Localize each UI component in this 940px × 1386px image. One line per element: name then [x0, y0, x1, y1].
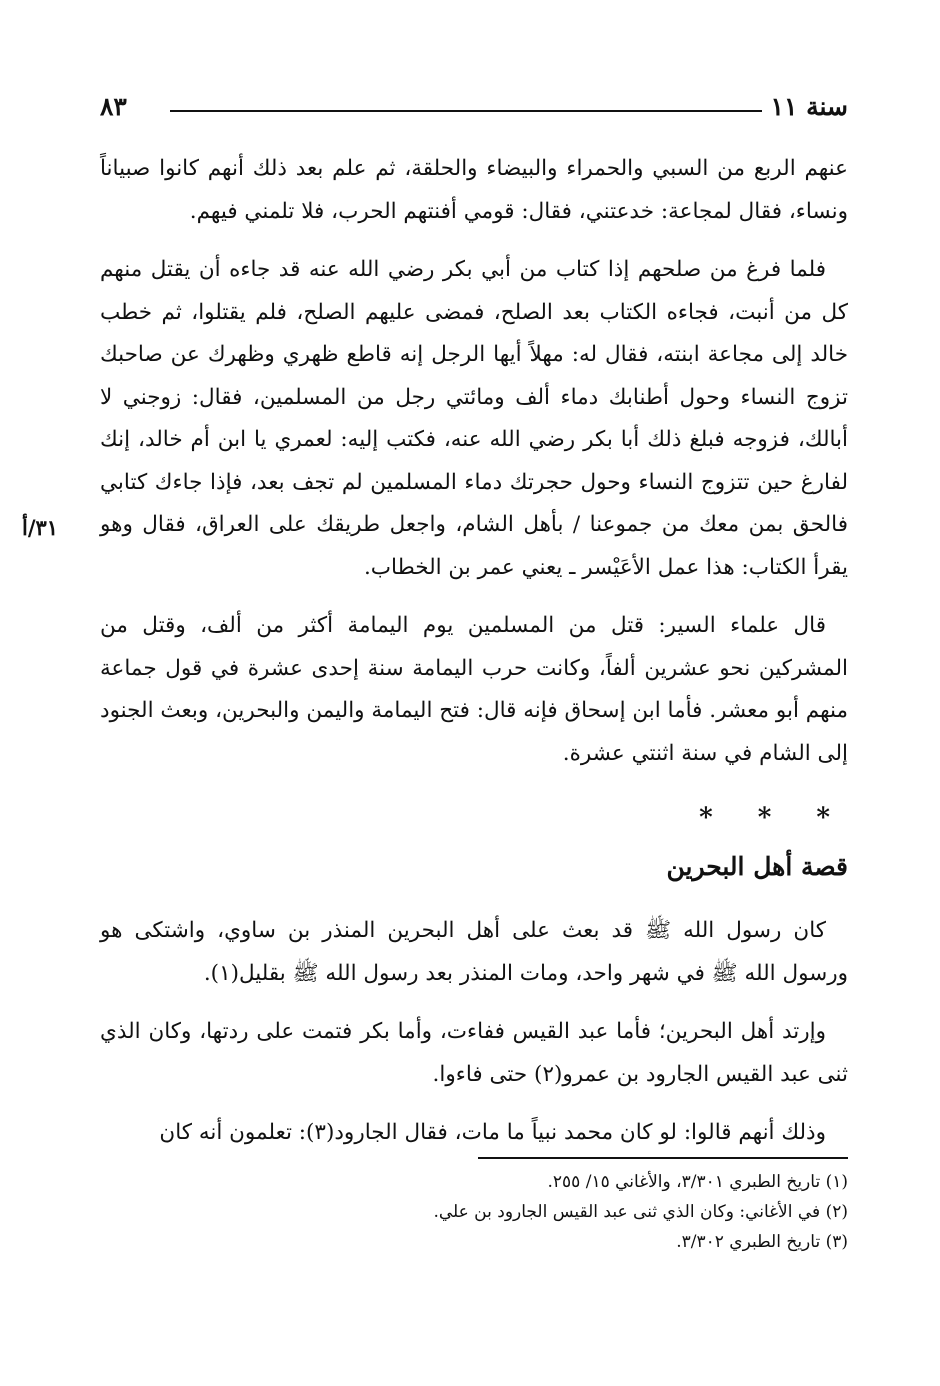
footnote-1: (١) تاريخ الطبري ٣/٣٠١، والأغاني ١٥/ ٢٥٥.: [547, 1172, 848, 1192]
footnote-rule: [478, 1157, 848, 1159]
header-rule: [170, 110, 762, 112]
section-label: سنة ١١: [770, 91, 848, 121]
book-page: [22, 82, 848, 1312]
paragraph-3: قال علماء السير: قتل من المسلمين يوم اليمامة أكثر من ألف، وقتل من المشركين نحو عشرين ألفاً، وكانت حرب اليمامة سنة إحدى عشرة في قول جماعة منهم أبو معشر. فأما ابن إسحاق فإنه قال: فتح اليمامة واليمن والبحرين، وبعث الجنود إلى الشام في سنة اثنتي عشرة.: [100, 613, 848, 766]
footnote-3: (٣) تاريخ الطبري ٣/٣٠٢.: [676, 1232, 848, 1252]
paragraph-6: وذلك أنهم قالوا: لو كان محمد نبياً ما مات، فقال الجارود(٣): تعلمون أنه كان: [159, 1120, 826, 1145]
paragraph-5: وإرتد أهل البحرين؛ فأما عبد القيس ففاءت، وأما بكر فتمت على ردتها، وكان الذي ثنى عبد القيس الجارود بن عمرو(٢) حتى فاءوا.: [100, 1019, 848, 1087]
footnotes: [100, 1167, 848, 1257]
manuscript-folio-ref: ٣١/أ: [22, 515, 59, 540]
page-number: ٨٣: [100, 91, 127, 121]
section-heading: قصة أهل البحرين: [666, 851, 848, 881]
running-header: [100, 82, 848, 130]
footnote-2: (٢) في الأغاني: وكان الذي ثنى عبد القيس الجارود بن علي.: [433, 1202, 848, 1222]
body-text: [100, 148, 848, 1155]
paragraph-2: فلما فرغ من صلحهم إذا كتاب من أبي بكر رضي الله عنه قد جاءه أن يقتل منهم كل من أنبت، فجاءه الكتاب بعد الصلح، فمضى عليهم الصلح، فلم يقتلوا، ثم خطب خالد إلى مجاعة ابنته، فقال له: مهلاً أيها الرجل إنه قاطع ظهري وظهرك عن صاحبك تزوج النساء وحول أطنابك دماء ألف ومائتي رجل من المسلمين، فقال: زوجني لا أبالك، فزوجه فبلغ ذلك أبا بكر رضي الله عنه، فكتب إليه: لعمري يا ابن أم خالد، إنك لفارغ حين تتزوج النساء وحول حجرتك دماء المسلمين لم تجف بعد، فإذا جاءك كتابي فالحق بمن معك من جموعنا / بأهل الشام، واجعل طريقك على العراق، فقال وهو يقرأ الكتاب: هذا عمل الأعَيْسر ـ يعني عمر بن الخطاب.: [100, 257, 848, 580]
section-separator: * * *: [699, 803, 848, 833]
paragraph-1: عنهم الربع من السبي والحمراء والبيضاء والحلقة، ثم علم بعد ذلك أنهم كانوا صبياناً ونساء، فقال لمجاعة: خدعتني، فقال: قومي أفنتهم الحرب، فلا تلمني فيهم.: [100, 156, 848, 224]
paragraph-4: كان رسول الله ﷺ قد بعث على أهل البحرين المنذر بن ساوي، واشتكى هو ورسول الله ﷺ في شهر واحد، ومات المنذر بعد رسول الله ﷺ بقليل(١).: [100, 918, 848, 986]
